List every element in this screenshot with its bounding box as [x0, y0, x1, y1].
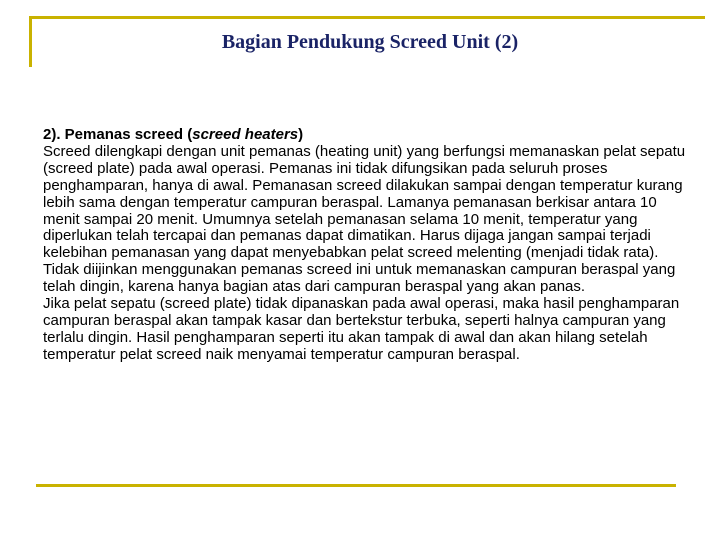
paragraph-heating-unit: Screed dilengkapi dengan unit pemanas (heating unit) yang berfungsi memanaskan pelat sepatu (screed plate) pada awal operasi. Pemanas ini tidak difungsikan pada seluruh proses penghamparan, hanya di awal. Pemanasan screed dilakukan sampai dengan temperatur kurang lebih sama dengan temperatur campuran beraspal. Lamanya pemanasan berkisar antara 10 menit sampai 20 menit. Umumnya setelah pemanasan selama 10 menit, temperatur yang diperlukan telah tercapai dan pemanas dapat dimatikan. Harus dijaga jangan sampai terjadi kelebihan pemanasan yang dapat menyebabkan pelat screed melenting (menjadi tidak rata). Tidak diijinkan menggunakan pemanas screed ini untuk memanaskan campuran beraspal yang telah dingin, karena hanya bagian atas dari campuran beraspal yang akan panas. [43, 142, 686, 296]
heading-suffix: ) [298, 126, 304, 143]
section-heading [43, 127, 693, 144]
heading-prefix: 2). Pemanas screed ( [43, 126, 193, 143]
heading-italic: screed heaters [192, 126, 299, 143]
top-border-line [29, 16, 705, 19]
slide-content [43, 127, 693, 364]
slide-title: Bagian Pendukung Screed Unit (2) [221, 31, 519, 53]
paragraph-unheated-plate: Jika pelat sepatu (screed plate) tidak dipanaskan pada awal operasi, maka hasil penghamparan campuran beraspal akan tampak kasar dan bertekstur terbuka, seperti halnya campuran yang terlalu dingin. Hasil penghamparan seperti itu akan tampak di awal dan akan hilang setelah temperatur pelat screed naik menyamai temperatur campuran beraspal. [43, 295, 680, 363]
bottom-border-line [36, 484, 676, 487]
